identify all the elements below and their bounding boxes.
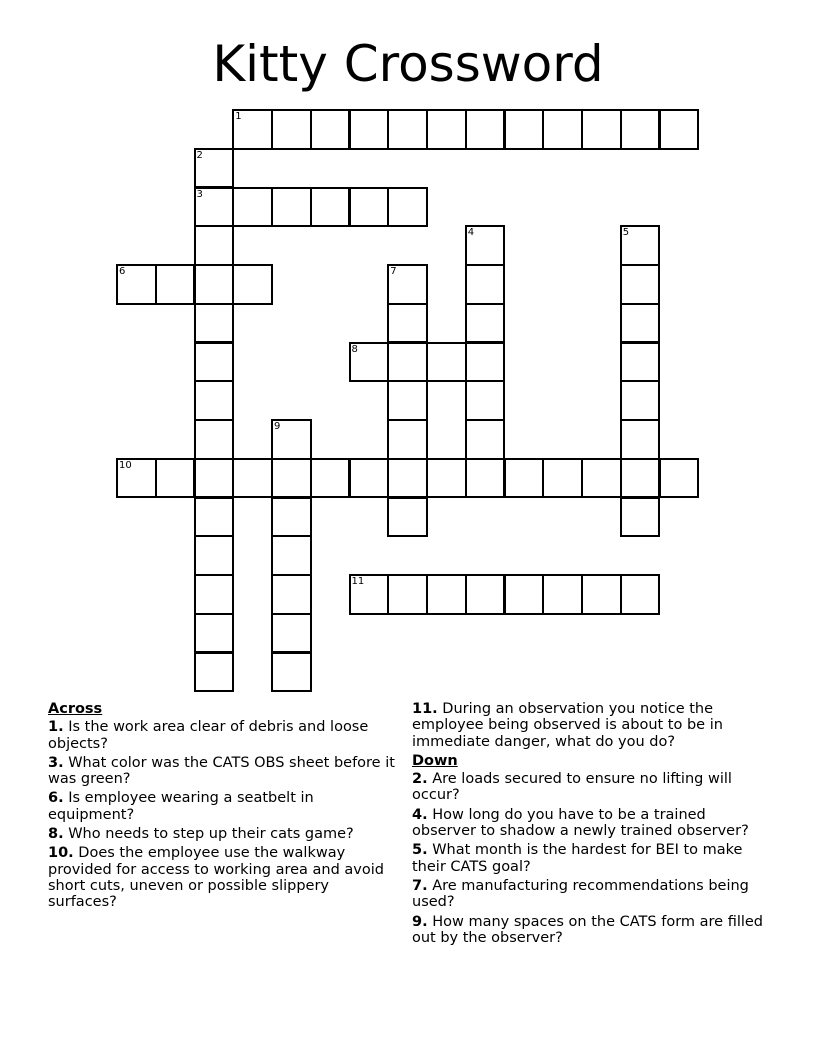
clue-text: Are manufacturing recommendations being used? (412, 877, 749, 911)
cell-number: 1 (235, 111, 242, 122)
grid-cell[interactable] (465, 109, 506, 150)
grid-cell[interactable] (310, 109, 351, 150)
grid-cell[interactable] (349, 109, 390, 150)
grid-cell[interactable] (620, 342, 661, 383)
clue-text: What month is the hardest for BEI to make their CATS goal? (412, 842, 743, 875)
grid-cell[interactable] (194, 458, 235, 499)
grid-cell[interactable] (620, 419, 661, 460)
across-heading: Across (48, 701, 103, 717)
clue-across-6 (48, 790, 398, 823)
clue-number: 4. (412, 806, 428, 823)
grid-cell[interactable] (620, 264, 661, 305)
clue-number: 1. (48, 719, 64, 736)
grid-cell[interactable] (620, 497, 661, 538)
grid-cell[interactable] (194, 419, 235, 460)
clue-text: How many spaces on the CATS form are filled out by the observer? (412, 913, 764, 946)
grid-cell[interactable] (426, 109, 467, 150)
grid-cell[interactable] (194, 148, 235, 189)
grid-cell[interactable] (271, 497, 312, 538)
grid-cell[interactable] (194, 497, 235, 538)
grid-cell[interactable] (194, 187, 235, 228)
grid-cell[interactable] (271, 458, 312, 499)
grid-cell[interactable] (194, 535, 235, 576)
grid-cell[interactable] (504, 109, 545, 150)
grid-cell[interactable] (194, 264, 235, 305)
grid-cell[interactable] (387, 458, 428, 499)
clue-text: How long do you have to be a trained observer to shadow a newly trained observer? (412, 806, 749, 840)
cell-number: 3 (196, 188, 203, 200)
grid-cell[interactable] (465, 380, 506, 421)
clue-text: Are loads secured to ensure no lifting will occur? (412, 771, 732, 804)
clues-column-left (48, 701, 398, 914)
down-heading: Down (412, 752, 458, 769)
grid-cell[interactable] (387, 497, 428, 538)
grid-cell[interactable] (620, 225, 661, 266)
grid-cell[interactable] (349, 458, 390, 499)
grid-cell[interactable] (271, 652, 312, 693)
grid-cell[interactable] (232, 264, 273, 305)
grid-cell[interactable] (620, 458, 661, 499)
grid-cell[interactable] (581, 574, 622, 615)
grid-cell[interactable] (232, 458, 273, 499)
grid-cell[interactable] (116, 264, 157, 305)
grid-cell[interactable] (310, 458, 351, 499)
cell-number: 9 (274, 421, 281, 432)
puzzle-title: Kitty Crossword (212, 35, 604, 93)
clue-down-7 (412, 878, 772, 911)
grid-cell[interactable] (465, 342, 506, 383)
cell-number: 10 (119, 459, 132, 471)
clue-across-3 (48, 755, 398, 788)
grid-cell[interactable] (387, 574, 428, 615)
grid-cell[interactable] (542, 458, 583, 499)
grid-cell[interactable] (194, 574, 235, 615)
clue-text: Does the employee use the walkway provided for access to working area and avoid short cuts, uneven or possible slippery surfaces? (48, 845, 384, 911)
grid-cell[interactable] (155, 264, 196, 305)
cell-number: 7 (390, 266, 397, 277)
grid-cell[interactable] (387, 419, 428, 460)
grid-cell[interactable] (194, 613, 235, 654)
clue-number: 9. (412, 913, 428, 930)
grid-cell[interactable] (116, 458, 157, 499)
grid-cell[interactable] (426, 458, 467, 499)
clue-text: During an observation you notice the employee being observed is about to be in immediate danger, what do you do? (412, 701, 723, 750)
grid-cell[interactable] (387, 109, 428, 150)
grid-cell[interactable] (620, 303, 661, 344)
grid-cell[interactable] (620, 109, 661, 150)
cell-number: 4 (467, 227, 475, 239)
clue-down-5 (412, 842, 772, 875)
cell-number: 2 (196, 149, 203, 161)
clue-number: 3. (48, 754, 64, 771)
grid-cell[interactable] (194, 380, 235, 421)
grid-cell[interactable] (349, 574, 390, 615)
grid-cell[interactable] (232, 187, 273, 228)
clue-across-8 (48, 826, 398, 842)
grid-cell[interactable] (387, 303, 428, 344)
clue-text: Who needs to step up their cats game? (68, 826, 354, 843)
grid-cell[interactable] (465, 458, 506, 499)
grid-cell[interactable] (387, 342, 428, 383)
cell-number: 6 (119, 266, 126, 277)
grid-cell[interactable] (426, 574, 467, 615)
grid-cell[interactable] (620, 380, 661, 421)
grid-cell[interactable] (465, 303, 506, 344)
grid-cell[interactable] (426, 342, 467, 383)
clue-number: 6. (48, 790, 64, 807)
cell-number: 5 (622, 227, 630, 239)
grid-cell[interactable] (504, 458, 545, 499)
grid-cell[interactable] (194, 225, 235, 266)
grid-cell[interactable] (349, 187, 390, 228)
clue-text: What color was the CATS OBS sheet before it was green? (48, 754, 395, 788)
grid-cell[interactable] (465, 419, 506, 460)
clue-across-11 (412, 701, 772, 750)
grid-cell[interactable] (271, 109, 312, 150)
grid-cell[interactable] (387, 380, 428, 421)
grid-cell[interactable] (581, 458, 622, 499)
clue-number: 8. (48, 826, 64, 843)
grid-cell[interactable] (504, 574, 545, 615)
grid-cell[interactable] (271, 419, 312, 460)
grid-cell[interactable] (155, 458, 196, 499)
grid-cell[interactable] (542, 574, 583, 615)
grid-cell[interactable] (194, 342, 235, 383)
clue-number: 7. (412, 877, 428, 894)
grid-cell[interactable] (465, 225, 506, 266)
grid-cell[interactable] (232, 109, 273, 150)
grid-cell[interactable] (271, 535, 312, 576)
grid-cell[interactable] (465, 574, 506, 615)
grid-cell[interactable] (194, 303, 235, 344)
clue-text: Is the work area clear of debris and loose objects? (48, 719, 369, 752)
grid-cell[interactable] (542, 109, 583, 150)
cell-number: 11 (351, 576, 365, 587)
cell-number: 8 (351, 343, 358, 355)
grid-cell[interactable] (310, 187, 351, 228)
clue-across-10 (48, 845, 398, 910)
clue-down-9 (412, 914, 772, 947)
grid-cell[interactable] (271, 187, 312, 228)
grid-cell[interactable] (465, 264, 506, 305)
clue-across-1 (48, 719, 398, 752)
clue-number: 11. (412, 701, 438, 717)
grid-cell[interactable] (620, 574, 661, 615)
grid-cell[interactable] (659, 109, 700, 150)
clues-column-right (412, 701, 772, 949)
grid-cell[interactable] (194, 652, 235, 693)
clue-number: 5. (412, 842, 428, 859)
grid-cell[interactable] (271, 574, 312, 615)
grid-cell[interactable] (581, 109, 622, 150)
grid-cell[interactable] (349, 342, 390, 383)
grid-cell[interactable] (659, 458, 700, 499)
grid-cell[interactable] (387, 264, 428, 305)
clue-number: 2. (412, 771, 428, 788)
clue-down-2 (412, 771, 772, 804)
grid-cell[interactable] (387, 187, 428, 228)
clue-text: Is employee wearing a seatbelt in equipment? (48, 790, 314, 823)
grid-cell[interactable] (271, 613, 312, 654)
clue-down-4 (412, 807, 772, 840)
clue-number: 10. (48, 845, 74, 862)
